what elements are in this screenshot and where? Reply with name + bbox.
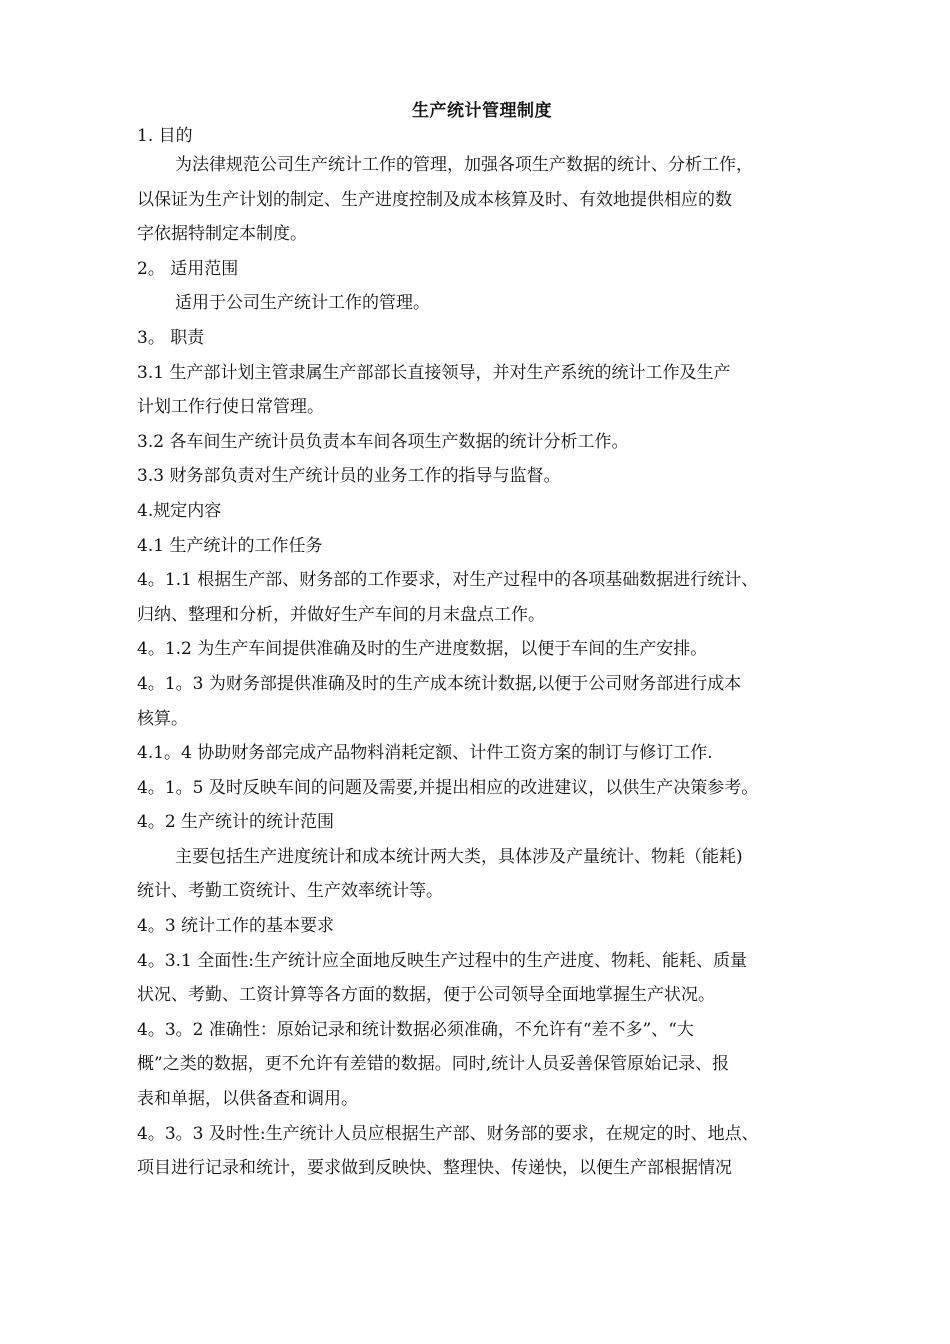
paragraph-line: 4。1.1 根据生产部、财务部的工作要求，对生产过程中的各项基础数据进行统计、 [137, 570, 759, 591]
paragraph-line: 以保证为生产计划的制定、生产进度控制及成本核算及时、有效地提供相应的数 [137, 189, 732, 210]
document-title: 生产统计管理制度 [412, 101, 552, 121]
paragraph-line: 3.1 生产部计划主管隶属生产部部长直接领导，并对生产系统的统计工作及生产 [137, 362, 731, 383]
paragraph-line: 4。3.1 全面性:生产统计应全面地反映生产过程中的生产进度、物耗、能耗、质量 [137, 950, 747, 971]
paragraph-line: 4。1.2 为生产车间提供准确及时的生产进度数据，以便于车间的生产安排。 [137, 639, 708, 660]
paragraph-line: 计划工作行使日常管理。 [137, 397, 324, 418]
paragraph-line: 4。1。5 及时反映车间的问题及需要,并提出相应的改进建议，以供生产决策参考。 [137, 777, 759, 798]
paragraph-line: 表和单据，以供备查和调用。 [137, 1089, 358, 1110]
paragraph-line: 3.2 各车间生产统计员负责本车间各项生产数据的统计分析工作。 [137, 431, 629, 452]
paragraph-line: 3.3 财务部负责对生产统计员的业务工作的指导与监督。 [137, 466, 561, 487]
paragraph-line: 归纳、整理和分析，并做好生产车间的月末盘点工作。 [137, 604, 545, 625]
paragraph-line: 为法律规范公司生产统计工作的管理，加强各项生产数据的统计、分析工作， [175, 155, 753, 175]
section-heading-rules: 4.规定内容 [137, 500, 222, 521]
section-heading-scope: 2。 适用范围 [137, 258, 239, 279]
paragraph-line: 4.1。4 协助财务部完成产品物料消耗定额、计件工资方案的制订与修订工作. [137, 743, 713, 764]
paragraph-line: 统计、考勤工资统计、生产效率统计等。 [137, 881, 443, 902]
subsection-heading: 4。3 统计工作的基本要求 [137, 916, 335, 937]
paragraph-line: 主要包括生产进度统计和成本统计两大类，具体涉及产量统计、物耗（能耗) [175, 846, 743, 867]
paragraph-line: 4。3。3 及时性:生产统计人员应根据生产部、财务部的要求，在规定的时、地点、 [137, 1123, 759, 1144]
paragraph-line: 概”之类的数据，更不允许有差错的数据。同时,统计人员妥善保管原始记录、报 [137, 1054, 730, 1075]
paragraph-line: 字依据特制定本制度。 [137, 224, 307, 245]
paragraph-line: 核算。 [137, 708, 188, 729]
section-heading-duties: 3。 职责 [137, 327, 205, 348]
subsection-heading: 4.1 生产统计的工作任务 [137, 535, 323, 556]
paragraph-line: 4。1。3 为财务部提供准确及时的生产成本统计数据,以便于公司财务部进行成本 [137, 673, 742, 694]
document-page [137, 98, 827, 1186]
paragraph-line: 适用于公司生产统计工作的管理。 [175, 293, 430, 314]
section-heading-purpose: 1. 目的 [137, 126, 193, 146]
paragraph-line: 状况、考勤、工资计算等各方面的数据，便于公司领导全面地掌握生产状况。 [137, 985, 715, 1006]
paragraph-line: 4。3。2 准确性：原始记录和统计数据必须准确，不允许有“差不多”、“大 [137, 1019, 694, 1040]
paragraph-line: 项目进行记录和统计，要求做到反映快、整理快、传递快，以便生产部根据情况 [137, 1158, 732, 1179]
subsection-heading: 4。2 生产统计的统计范围 [137, 812, 335, 833]
